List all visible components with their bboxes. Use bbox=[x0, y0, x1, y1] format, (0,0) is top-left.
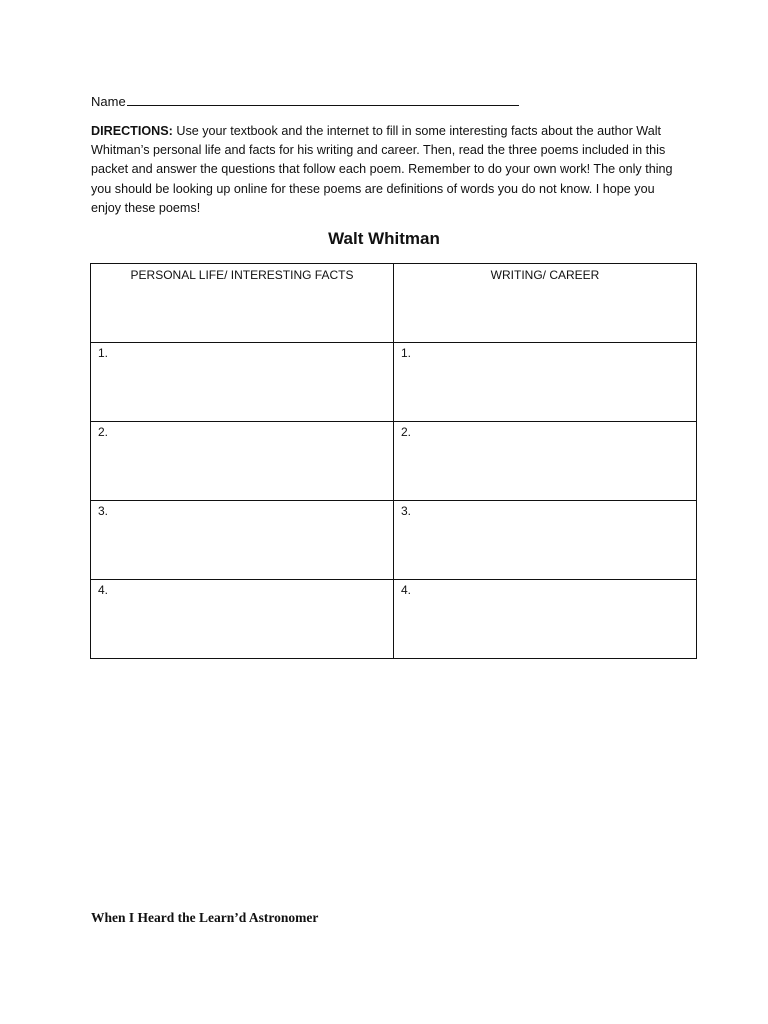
header-personal-life-label: PERSONAL LIFE/ INTERESTING FACTS bbox=[130, 268, 354, 282]
table-row bbox=[91, 501, 697, 580]
header-personal-life bbox=[91, 264, 394, 343]
table-cell-career[interactable] bbox=[394, 580, 697, 659]
poem-title: When I Heard the Learn’d Astronomer bbox=[91, 910, 319, 925]
row-number: 1. bbox=[401, 346, 412, 360]
name-field[interactable] bbox=[91, 93, 519, 109]
directions-paragraph bbox=[91, 122, 681, 218]
table-header-row bbox=[91, 264, 697, 343]
table-cell-career[interactable] bbox=[394, 422, 697, 501]
table-cell-personal[interactable] bbox=[91, 422, 394, 501]
row-number: 4. bbox=[401, 583, 412, 597]
row-number: 2. bbox=[98, 425, 109, 439]
table-cell-personal[interactable] bbox=[91, 580, 394, 659]
row-number: 3. bbox=[98, 504, 109, 518]
row-number: 1. bbox=[98, 346, 109, 360]
table-cell-career[interactable] bbox=[394, 343, 697, 422]
table-cell-personal[interactable] bbox=[91, 343, 394, 422]
directions-label: DIRECTIONS: bbox=[91, 124, 173, 138]
name-label: Name bbox=[91, 94, 126, 109]
row-number: 4. bbox=[98, 583, 109, 597]
page-title: Walt Whitman bbox=[328, 229, 440, 248]
table-cell-personal[interactable] bbox=[91, 501, 394, 580]
table-cell-career[interactable] bbox=[394, 501, 697, 580]
header-writing-career bbox=[394, 264, 697, 343]
table-row bbox=[91, 422, 697, 501]
directions-text: Use your textbook and the internet to fill in some interesting facts about the author Walt Whitman’s personal life and facts for his writing and career. Then, read the three poems included in this packet and answer the questions that follow each poem. Remember to do your own work! The only thing you should be looking up online for these poems are definitions of words you do not know. I hope you enjoy these poems! bbox=[91, 124, 673, 215]
name-blank-line[interactable] bbox=[127, 93, 519, 106]
table-row bbox=[91, 343, 697, 422]
table-row bbox=[91, 580, 697, 659]
row-number: 3. bbox=[401, 504, 412, 518]
row-number: 2. bbox=[401, 425, 412, 439]
header-writing-career-label: WRITING/ CAREER bbox=[490, 268, 600, 282]
facts-table bbox=[90, 263, 697, 659]
